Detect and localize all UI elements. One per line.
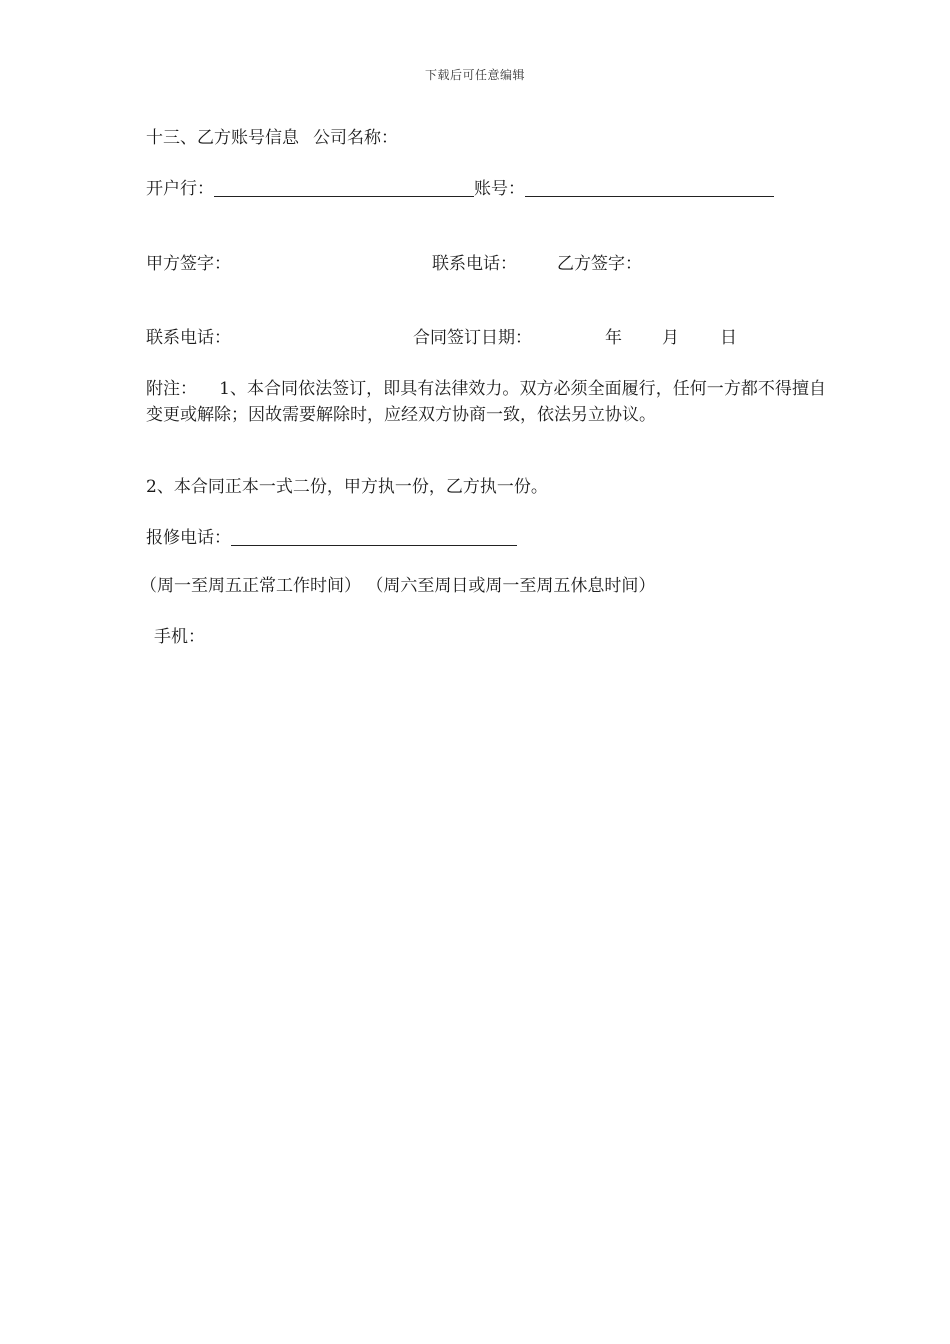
year-label: 年: [605, 328, 622, 348]
bank-blank[interactable]: [214, 180, 474, 197]
note-paragraph: [146, 376, 826, 428]
bank-line: [146, 180, 774, 198]
note-item-1: 1、本合同依法签订，即具有法律效力。双方必须全面履行，任何一方都不得擅自变更或解除；因故需要解除时，应经双方协商一致，依法另立协议。: [146, 379, 826, 425]
party-b-sign-label: 乙方签字：: [557, 254, 642, 274]
repair-phone-blank[interactable]: [231, 529, 517, 546]
day-label: 日: [720, 328, 737, 348]
repair-phone-line: [146, 529, 517, 547]
section-13-title: 十三、乙方账号信息: [146, 128, 299, 148]
account-label: 账号：: [474, 179, 525, 199]
note-item-2: 2、本合同正本一式二份，甲方执一份，乙方执一份。: [146, 477, 548, 497]
account-blank[interactable]: [525, 180, 774, 197]
page-header: 下载后可任意编辑: [424, 68, 525, 82]
phone-label-1: 联系电话：: [432, 254, 517, 274]
mobile-label: 手机：: [154, 627, 205, 647]
repair-phone-label: 报修电话：: [146, 528, 231, 548]
working-hours-text: （周一至周五正常工作时间） （周六至周日或周一至周五休息时间）: [140, 576, 656, 596]
phone-label-2: 联系电话：: [146, 328, 231, 348]
party-a-sign-label: 甲方签字：: [146, 254, 231, 274]
note-label: 附注：: [146, 379, 198, 399]
month-label: 月: [662, 328, 679, 348]
company-name-label: 公司名称：: [313, 128, 398, 148]
bank-label: 开户行：: [146, 179, 214, 199]
contract-date-label: 合同签订日期：: [413, 328, 532, 348]
section-13-line: [146, 130, 398, 147]
